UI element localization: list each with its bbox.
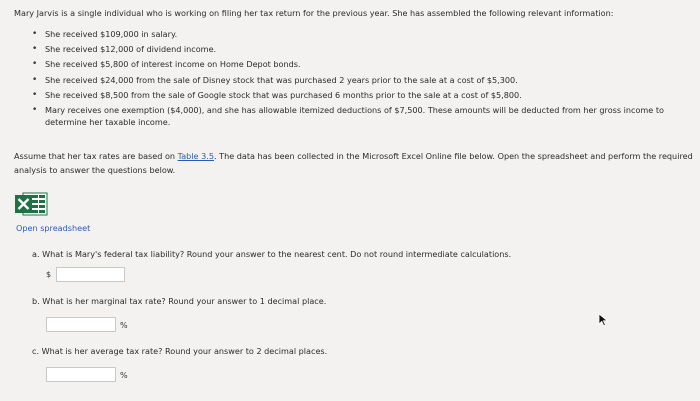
question-b: b. What is her marginal tax rate? Round your answer to 1 decimal place. bbox=[32, 296, 327, 306]
list-item bbox=[32, 74, 682, 87]
fact-text: Mary receives one exemption ($4,000), and she has allowable itemized deductions of $7,500. These amounts will be deducted from her gross income to determine her taxable income. bbox=[45, 104, 664, 128]
excel-file-icon[interactable] bbox=[14, 192, 48, 216]
bullet-icon: • bbox=[32, 74, 38, 85]
list-item bbox=[32, 89, 682, 102]
question-c: c. What is her average tax rate? Round your answer to 2 decimal places. bbox=[32, 346, 328, 356]
fact-text: She received $8,500 from the sale of Google stock that was purchased 6 months prior to the sale at a cost of $5,800. bbox=[45, 89, 522, 100]
fact-text: She received $109,000 in salary. bbox=[45, 29, 178, 39]
question-a: a. What is Mary's federal tax liability? Round your answer to the nearest cent. Do not round intermediate calculations. bbox=[32, 249, 512, 259]
bullet-icon: • bbox=[32, 89, 38, 100]
facts-list bbox=[32, 28, 682, 131]
table-3-5-link[interactable]: Table 3.5 bbox=[177, 151, 214, 161]
open-spreadsheet-link[interactable]: Open spreadsheet bbox=[16, 223, 91, 233]
assume-text-after: . The data has been collected in the Microsoft Excel Online file below. Open the spreadsheet and perform the required analysis to answer the questions below. bbox=[14, 151, 693, 175]
bullet-icon: • bbox=[32, 44, 38, 55]
list-item bbox=[32, 104, 682, 129]
list-item bbox=[32, 28, 682, 41]
fact-text: She received $12,000 of dividend income. bbox=[45, 44, 217, 55]
percent-suffix: % bbox=[120, 321, 128, 330]
fact-text: She received $24,000 from the sale of Disney stock that was purchased 2 years prior to the sale at a cost of $5,300. bbox=[45, 74, 518, 85]
list-item bbox=[32, 43, 682, 56]
dollar-prefix: $ bbox=[46, 270, 52, 279]
bullet-icon: • bbox=[32, 59, 38, 70]
problem-intro: Mary Jarvis is a single individual who is working on filing her tax return for the previous year. She has assembled the following relevant information: bbox=[14, 8, 614, 18]
assumption-paragraph bbox=[14, 150, 698, 177]
bullet-icon: • bbox=[32, 29, 38, 39]
tax-liability-input[interactable] bbox=[56, 267, 125, 282]
list-item bbox=[32, 58, 682, 71]
average-rate-input[interactable] bbox=[46, 367, 116, 382]
mouse-pointer-icon bbox=[598, 313, 610, 327]
fact-text: She received $5,800 of interest income on Home Depot bonds. bbox=[45, 59, 301, 70]
assume-text-before: Assume that her tax rates are based on bbox=[14, 151, 178, 161]
marginal-rate-input[interactable] bbox=[46, 317, 116, 332]
percent-suffix: % bbox=[120, 371, 128, 380]
bullet-icon: • bbox=[32, 104, 38, 115]
